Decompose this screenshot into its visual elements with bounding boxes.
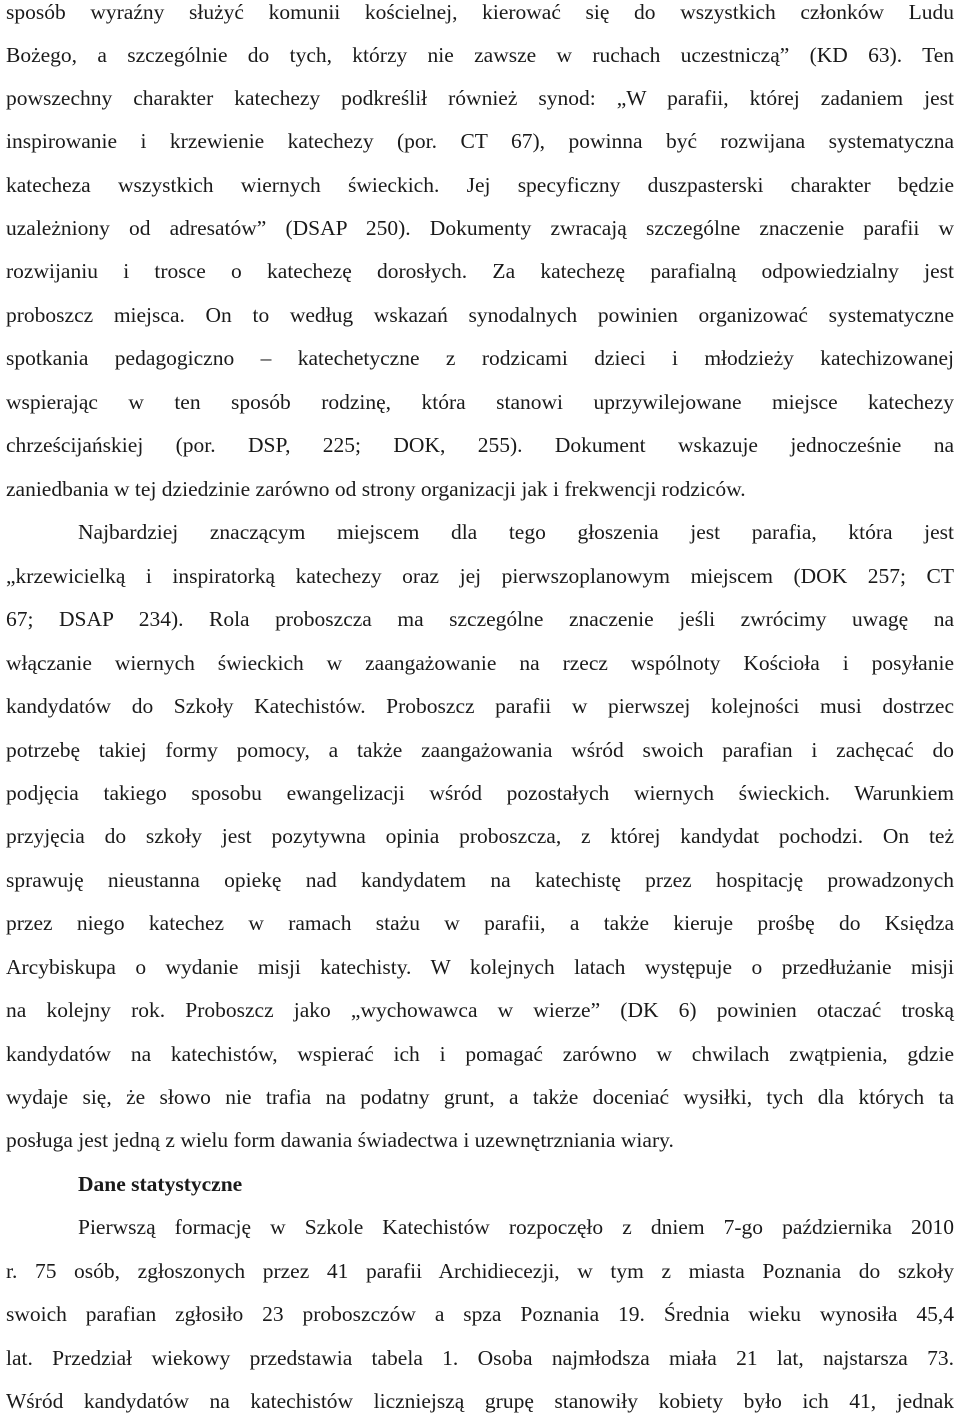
text-line: Wśród kandydatów na katechistów liczniejszą grupę stanowiły kobiety było ich 41, jednak bbox=[6, 1389, 954, 1413]
text-line: podjęcia takiego sposobu ewangelizacji wśród pozostałych wiernych świeckich. Warunkiem bbox=[6, 781, 954, 805]
text-line: na kolejny rok. Proboszcz jako „wychowawca w wierze” (DK 6) powinien otaczać troską bbox=[6, 998, 954, 1022]
text-line: 67; DSAP 234). Rola proboszcza ma szczególne znaczenie jeśli zwrócimy uwagę na bbox=[6, 607, 954, 631]
text-line: Arcybiskupa o wydanie misji katechisty. W kolejnych latach występuje o przedłużanie misji bbox=[6, 955, 954, 979]
text-line: katecheza wszystkich wiernych świeckich. Jej specyficzny duszpasterski charakter będzie bbox=[6, 173, 954, 197]
text-line: włączanie wiernych świeckich w zaangażowanie na rzecz wspólnoty Kościoła i posyłanie bbox=[6, 651, 954, 675]
text-line: Najbardziej znaczącym miejscem dla tego głoszenia jest parafia, która jest bbox=[78, 520, 954, 544]
text-line: wspierając w ten sposób rodzinę, która stanowi uprzywilejowane miejsce katechezy bbox=[6, 390, 954, 414]
text-line: rozwijaniu i trosce o katechezę dorosłych. Za katechezę parafialną odpowiedzialny jest bbox=[6, 259, 954, 283]
text-line: sprawuję nieustanna opiekę nad kandydatem na katechistę przez hospitację prowadzonych bbox=[6, 868, 954, 892]
text-line: r. 75 osób, zgłoszonych przez 41 parafii Archidiecezji, w tym z miasta Poznania do szkoły bbox=[6, 1259, 954, 1283]
text-line: inspirowanie i krzewienie katechezy (por. CT 67), powinna być rozwijana systematyczna bbox=[6, 129, 954, 153]
text-line: uzależniony od adresatów” (DSAP 250). Dokumenty zwracają szczególne znaczenie parafii w bbox=[6, 216, 954, 240]
text-line: posługa jest jedną z wielu form dawania świadectwa i uzewnętrzniania wiary. bbox=[6, 1128, 674, 1152]
text-line: przez niego katechez w ramach stażu w parafii, a także kieruje prośbę do Księdza bbox=[6, 911, 954, 935]
text-line: zaniedbania w tej dziedzinie zarówno od strony organizacji jak i frekwencji rodziców. bbox=[6, 477, 746, 501]
text-line: lat. Przedział wiekowy przedstawia tabela 1. Osoba najmłodsza miała 21 lat, najstarsza 73. bbox=[6, 1346, 954, 1370]
text-line: kandydatów do Szkoły Katechistów. Proboszcz parafii w pierwszej kolejności musi dostrzec bbox=[6, 694, 954, 718]
text-line: swoich parafian zgłosiło 23 proboszczów a spza Poznania 19. Średnia wieku wynosiła 45,4 bbox=[6, 1302, 954, 1326]
text-line: proboszcz miejsca. On to według wskazań synodalnych powinien organizować systematyczne bbox=[6, 303, 954, 327]
text-line: Pierwszą formację w Szkole Katechistów rozpoczęło z dniem 7-go października 2010 bbox=[78, 1215, 954, 1239]
text-line: wydaje się, że słowo nie trafia na podatny grunt, a także doceniać wysiłki, tych dla których ta bbox=[6, 1085, 954, 1109]
text-line: chrześcijańskiej (por. DSP, 225; DOK, 255). Dokument wskazuje jednocześnie na bbox=[6, 433, 954, 457]
text-line: sposób wyraźny służyć komunii kościelnej, kierować się do wszystkich członków Ludu bbox=[6, 0, 954, 24]
text-line: potrzebę takiej formy pomocy, a także zaangażowania wśród swoich parafian i zachęcać do bbox=[6, 738, 954, 762]
text-line: powszechny charakter katechezy podkreślił również synod: „W parafii, której zadaniem jest bbox=[6, 86, 954, 110]
text-line: Bożego, a szczególnie do tych, którzy nie zawsze w ruchach uczestniczą” (KD 63). Ten bbox=[6, 43, 954, 67]
section-heading: Dane statystyczne bbox=[78, 1172, 243, 1196]
text-line: „krzewicielką i inspiratorką katechezy oraz jej pierwszoplanowym miejscem (DOK 257; CT bbox=[6, 564, 954, 588]
text-line: przyjęcia do szkoły jest pozytywna opinia proboszcza, z której kandydat pochodzi. On też bbox=[6, 824, 954, 848]
text-line: spotkania pedagogiczno – katechetyczne z rodzicami dzieci i młodzieży katechizowanej bbox=[6, 346, 954, 370]
text-line: kandydatów na katechistów, wspierać ich i pomagać zarówno w chwilach zwątpienia, gdzie bbox=[6, 1042, 954, 1066]
